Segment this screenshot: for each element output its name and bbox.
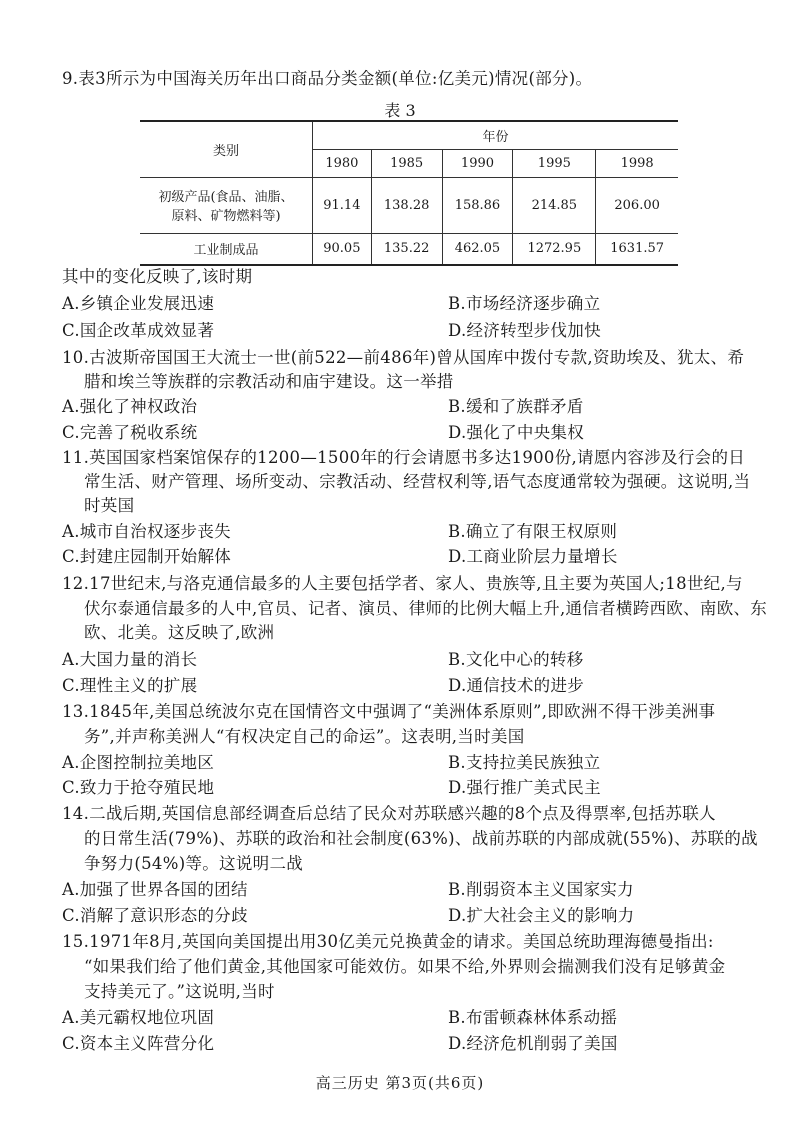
q15-option-a[interactable]: A.美元霸权地位巩固 xyxy=(62,1008,215,1027)
q9-option-b[interactable]: B.市场经济逐步确立 xyxy=(448,294,601,313)
q11-option-a[interactable]: A.城市自治权逐步丧失 xyxy=(62,522,231,541)
q14-option-a[interactable]: A.加强了世界各国的团结 xyxy=(62,880,248,899)
table-year: 1995 xyxy=(513,149,596,177)
q13-option-d[interactable]: D.强行推广美式民主 xyxy=(448,778,601,797)
q13-stem-line2: 务”,并声称美洲人“有权决定自己的命运”。这表明,当时美国 xyxy=(84,727,525,746)
q9-option-c[interactable]: C.国企改革成效显著 xyxy=(62,321,215,340)
q10-option-d[interactable]: D.强化了中央集权 xyxy=(448,423,585,442)
q12-stem-line2: 伏尔泰通信最多的人中,官员、记者、演员、律师的比例大幅上升,通信者横跨西欧、南欧、东 xyxy=(84,599,768,618)
table-header-year: 年份 xyxy=(313,121,679,149)
q14-stem-line3: 争努力(54%)等。这说明二战 xyxy=(84,854,304,873)
q11-option-b[interactable]: B.确立了有限王权原则 xyxy=(448,522,618,541)
q13-option-b[interactable]: B.支持拉美民族独立 xyxy=(448,753,601,772)
table-row xyxy=(140,177,678,233)
table-row-label xyxy=(140,177,313,233)
table-year: 1985 xyxy=(371,149,442,177)
q10-stem-line1: 10.古波斯帝国国王大流士一世(前522—前486年)曾从国库中拨付专款,资助埃及、犹太、希 xyxy=(62,348,745,367)
page-footer: 高三历史 第3页(共6页) xyxy=(315,1074,485,1092)
q10-stem-line2: 腊和埃兰等族群的宗教活动和庙宇建设。这一举措 xyxy=(84,372,454,391)
table-row-label-line: 原料、矿物燃料等) xyxy=(171,209,281,224)
q14-option-b[interactable]: B.削弱资本主义国家实力 xyxy=(448,880,634,899)
q12-stem-line1: 12.17世纪末,与洛克通信最多的人主要包括学者、家人、贵族等,且主要为英国人;18世纪,与 xyxy=(62,574,743,593)
q9-stem: 9.表3所示为中国海关历年出口商品分类金额(单位:亿美元)情况(部分)。 xyxy=(62,69,593,88)
q11-option-d[interactable]: D.工商业阶层力量增长 xyxy=(448,547,618,566)
table-row-label: 工业制成品 xyxy=(140,233,313,265)
table-year: 1990 xyxy=(442,149,513,177)
table-cell: 138.28 xyxy=(371,177,442,233)
q15-option-b[interactable]: B.布雷顿森林体系动摇 xyxy=(448,1008,618,1027)
q13-option-a[interactable]: A.企图控制拉美地区 xyxy=(62,753,215,772)
table-year: 1980 xyxy=(313,149,372,177)
q9-option-a[interactable]: A.乡镇企业发展迅速 xyxy=(62,294,215,313)
q12-option-b[interactable]: B.文化中心的转移 xyxy=(448,650,584,669)
table-cell: 158.86 xyxy=(442,177,513,233)
q9-option-d[interactable]: D.经济转型步伐加快 xyxy=(448,321,601,340)
q12-stem-line3: 欧、北美。这反映了,欧洲 xyxy=(84,623,275,642)
table-year: 1998 xyxy=(596,149,678,177)
q9-followup: 其中的变化反映了,该时期 xyxy=(62,267,253,286)
table-cell: 90.05 xyxy=(313,233,372,265)
table-cell: 135.22 xyxy=(371,233,442,265)
q11-stem-line3: 时英国 xyxy=(84,496,135,515)
table-header-category: 类别 xyxy=(140,121,313,177)
q11-stem-line2: 常生活、财产管理、场所变动、宗教活动、经营权利等,语气态度通常较为强硬。这说明,当 xyxy=(84,472,751,491)
q10-option-c[interactable]: C.完善了税收系统 xyxy=(62,423,198,442)
q10-option-b[interactable]: B.缓和了族群矛盾 xyxy=(448,397,584,416)
table-cell: 206.00 xyxy=(596,177,678,233)
table-row-label-line: 初级产品(食品、油脂、 xyxy=(158,190,294,205)
table-cell: 1631.57 xyxy=(596,233,678,265)
table-cell: 1272.95 xyxy=(513,233,596,265)
table-cell: 91.14 xyxy=(313,177,372,233)
q14-stem-line1: 14.二战后期,英国信息部经调查后总结了民众对苏联感兴趣的8个点及得票率,包括苏联人 xyxy=(62,804,716,823)
q14-stem-line2: 的日常生活(79%)、苏联的政治和社会制度(63%)、战前苏联的内部成就(55%)、苏联的战 xyxy=(84,829,758,848)
export-table xyxy=(140,120,678,266)
q13-option-c[interactable]: C.致力于抢夺殖民地 xyxy=(62,778,215,797)
q12-option-a[interactable]: A.大国力量的消长 xyxy=(62,650,198,669)
table-row xyxy=(140,233,678,265)
table-caption: 表 3 xyxy=(384,101,416,120)
q11-option-c[interactable]: C.封建庄园制开始解体 xyxy=(62,547,232,566)
table-cell: 214.85 xyxy=(513,177,596,233)
q15-option-c[interactable]: C.资本主义阵营分化 xyxy=(62,1034,215,1053)
q12-option-c[interactable]: C.理性主义的扩展 xyxy=(62,676,198,695)
q14-option-c[interactable]: C.消解了意识形态的分歧 xyxy=(62,906,248,925)
q12-option-d[interactable]: D.通信技术的进步 xyxy=(448,676,585,695)
table-cell: 462.05 xyxy=(442,233,513,265)
q13-stem-line1: 13.1845年,美国总统波尔克在国情咨文中强调了“美洲体系原则”,即欧洲不得干涉美洲事 xyxy=(62,702,716,721)
q15-stem-line3: 支持美元了。”这说明,当时 xyxy=(84,982,275,1001)
q11-stem-line1: 11.英国国家档案馆保存的1200—1500年的行会请愿书多达1900份,请愿内容涉及行会的日 xyxy=(62,448,746,467)
q14-option-d[interactable]: D.扩大社会主义的影响力 xyxy=(448,906,635,925)
q15-stem-line1: 15.1971年8月,英国向美国提出用30亿美元兑换黄金的请求。美国总统助理海德曼指出: xyxy=(62,932,714,951)
q15-option-d[interactable]: D.经济危机削弱了美国 xyxy=(448,1034,618,1053)
q15-stem-line2: “如果我们给了他们黄金,其他国家可能效仿。如果不给,外界则会揣测我们没有足够黄金 xyxy=(84,957,726,976)
q10-option-a[interactable]: A.强化了神权政治 xyxy=(62,397,198,416)
